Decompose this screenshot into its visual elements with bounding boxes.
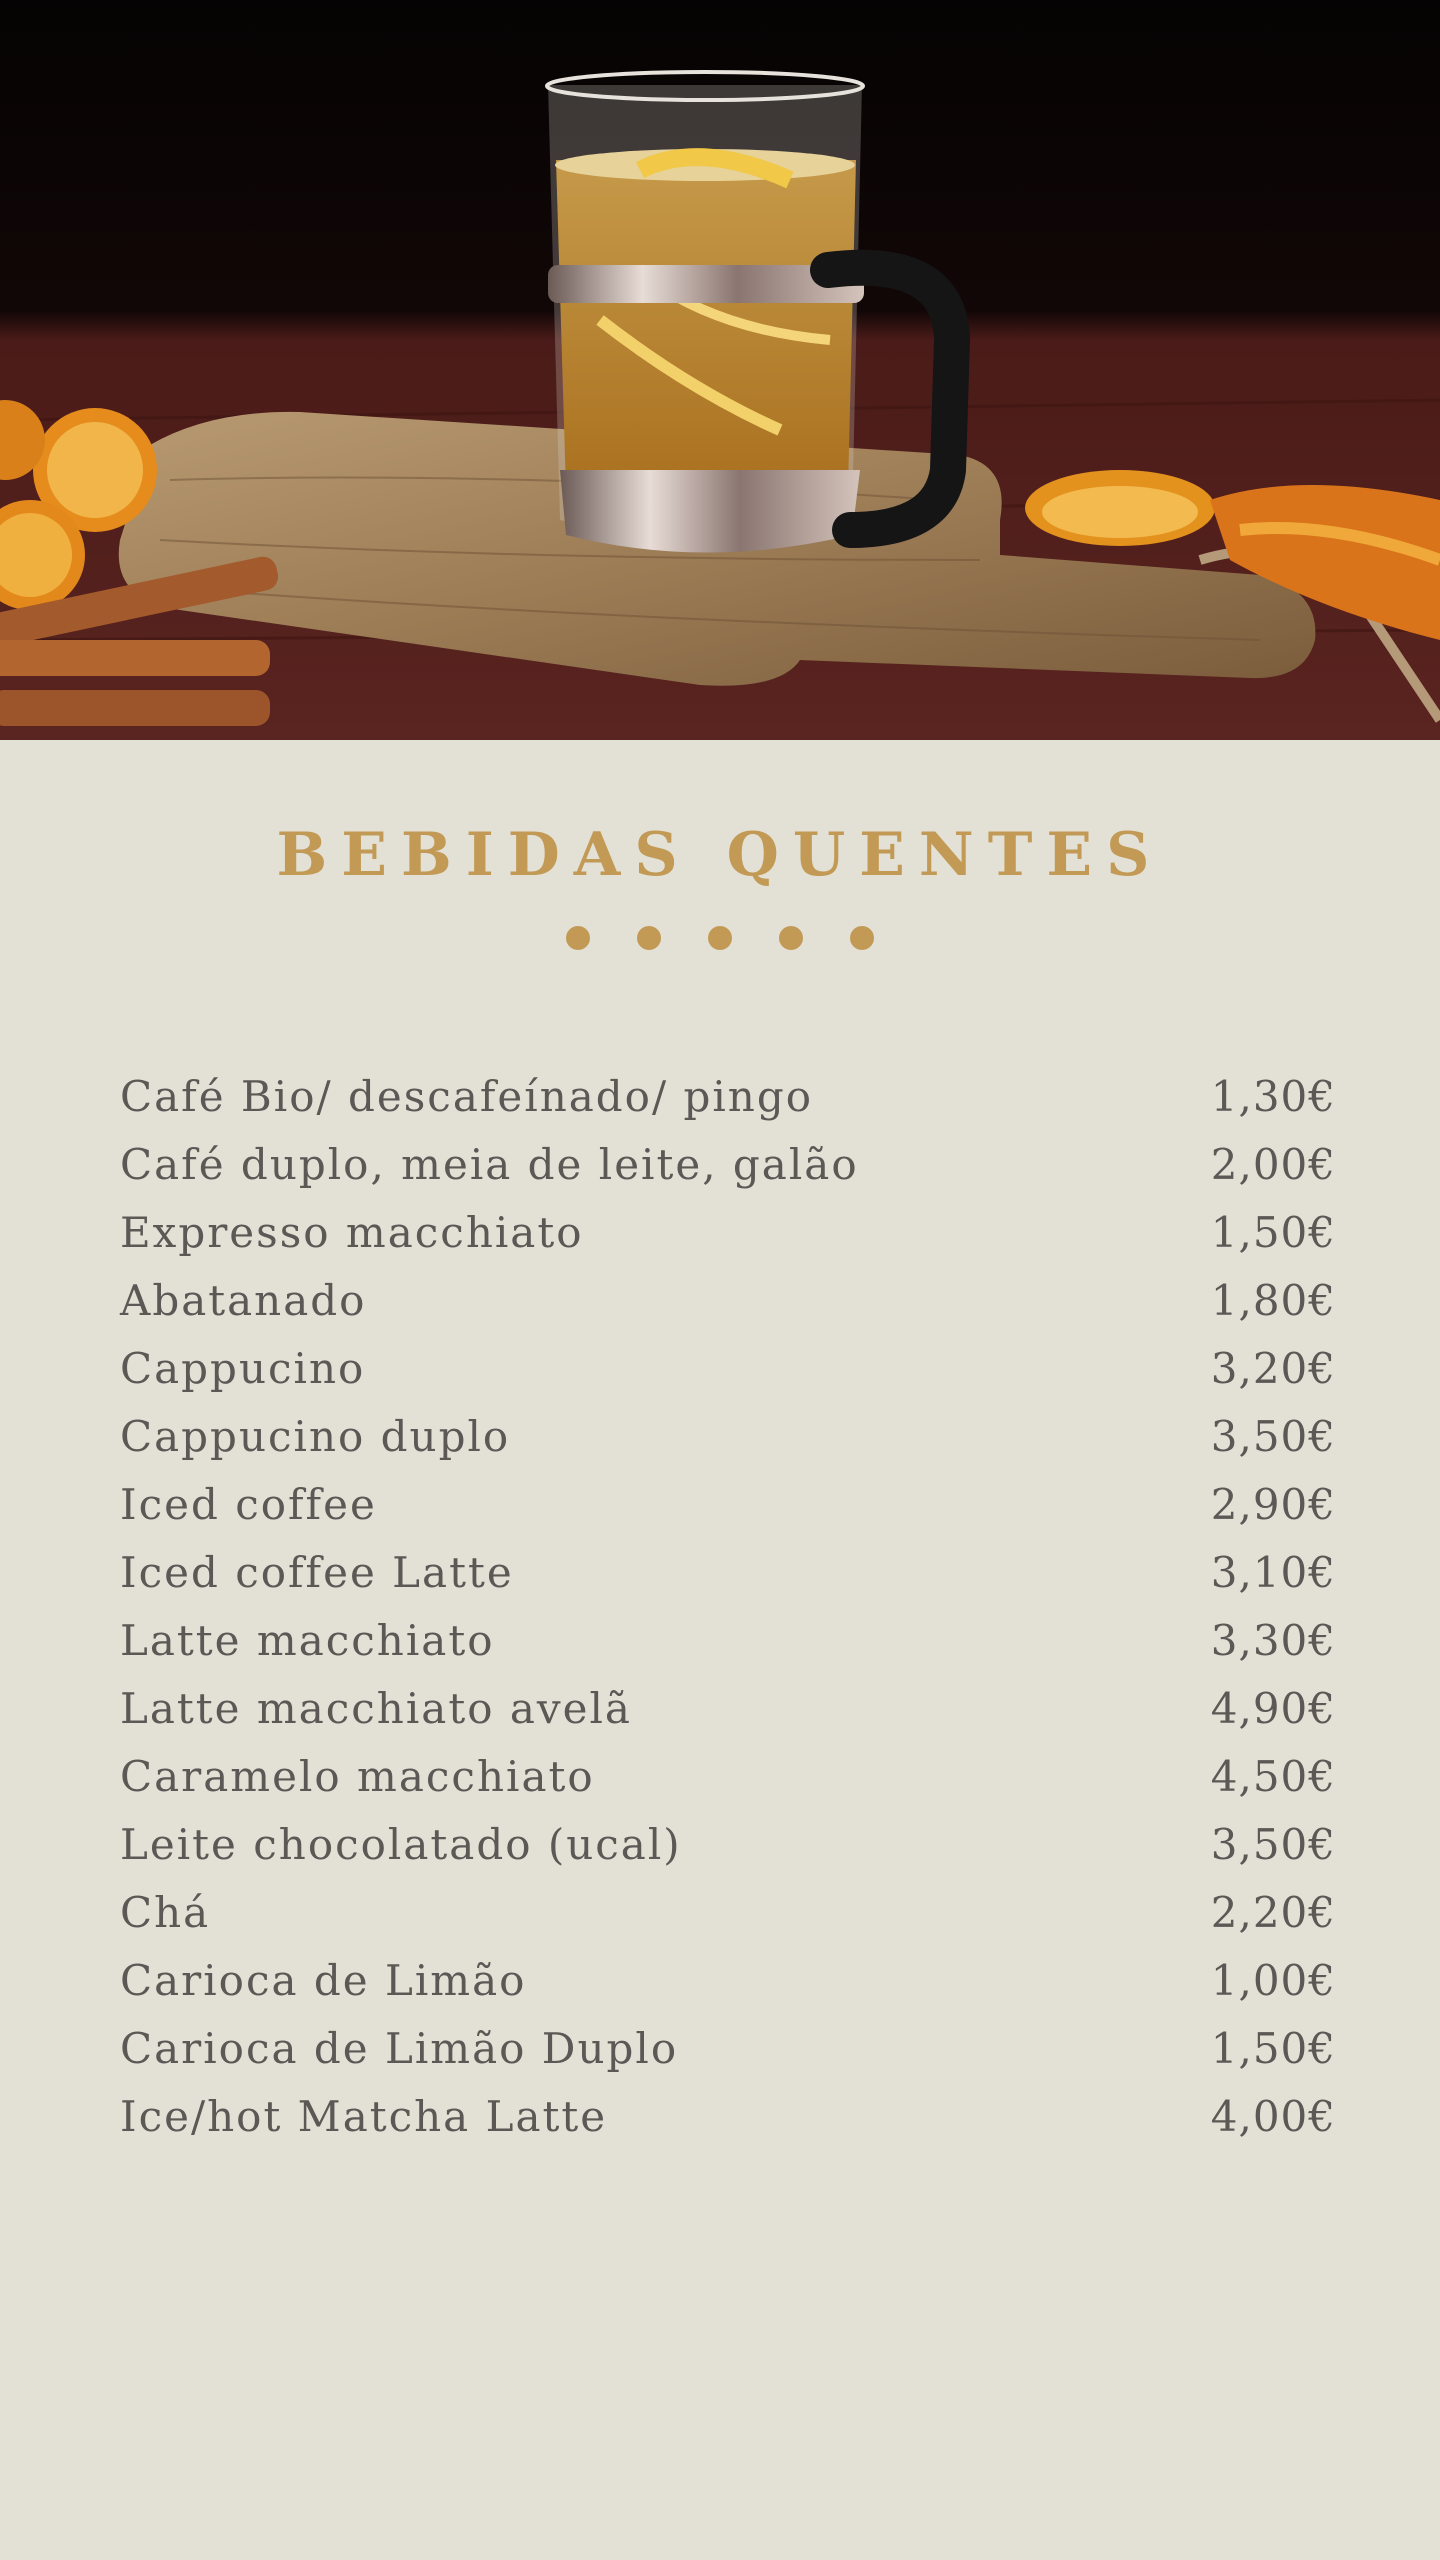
menu-item-price: 4,50€ xyxy=(1210,1752,1336,1801)
hot-drink-illustration xyxy=(0,0,1440,740)
menu-item-name: Iced coffee xyxy=(120,1480,377,1529)
menu-item xyxy=(120,1344,1336,1412)
menu-item xyxy=(120,1548,1336,1616)
divider-dot xyxy=(708,926,732,950)
menu-item-name: Ice/hot Matcha Latte xyxy=(120,2092,608,2141)
menu-item-name: Cappucino xyxy=(120,1344,366,1393)
menu-item-name: Café duplo, meia de leite, galão xyxy=(120,1140,859,1189)
menu-item-price: 1,50€ xyxy=(1210,2024,1336,2073)
menu-item xyxy=(120,1208,1336,1276)
menu-item xyxy=(120,2092,1336,2160)
menu-item-price: 1,00€ xyxy=(1210,1956,1336,2005)
menu-item-price: 3,10€ xyxy=(1210,1548,1336,1597)
divider-dot xyxy=(779,926,803,950)
divider-dot xyxy=(637,926,661,950)
menu-item-name: Cappucino duplo xyxy=(120,1412,511,1461)
menu-item-price: 2,90€ xyxy=(1210,1480,1336,1529)
menu-item xyxy=(120,1684,1336,1752)
menu-item-price: 1,30€ xyxy=(1210,1072,1336,1121)
menu-item xyxy=(120,1956,1336,2024)
menu-item-name: Caramelo macchiato xyxy=(120,1752,595,1801)
menu-item-name: Carioca de Limão xyxy=(120,1956,527,2005)
menu-item xyxy=(120,1752,1336,1820)
menu-item-name: Latte macchiato xyxy=(120,1616,495,1665)
menu-item xyxy=(120,1480,1336,1548)
menu-item-price: 3,50€ xyxy=(1210,1820,1336,1869)
section-title: BEBIDAS QUENTES xyxy=(276,820,1164,890)
drinks-menu-list xyxy=(120,1072,1336,2160)
menu-item xyxy=(120,1888,1336,1956)
menu-item xyxy=(120,1072,1336,1140)
menu-item-name: Chá xyxy=(120,1888,211,1937)
menu-item xyxy=(120,1276,1336,1344)
menu-item-price: 2,00€ xyxy=(1210,1140,1336,1189)
hero-image xyxy=(0,0,1440,740)
menu-item-name: Abatanado xyxy=(120,1276,367,1325)
divider-dots xyxy=(0,926,1440,950)
menu-item-price: 4,90€ xyxy=(1210,1684,1336,1733)
menu-item xyxy=(120,1140,1336,1208)
menu-item-price: 1,50€ xyxy=(1210,1208,1336,1257)
menu-item-name: Leite chocolatado (ucal) xyxy=(120,1820,682,1869)
menu-item-name: Carioca de Limão Duplo xyxy=(120,2024,679,2073)
menu-item xyxy=(120,1820,1336,1888)
menu-item-name: Iced coffee Latte xyxy=(120,1548,514,1597)
menu-item-name: Expresso macchiato xyxy=(120,1208,584,1257)
divider-dot xyxy=(850,926,874,950)
menu-item-price: 1,80€ xyxy=(1210,1276,1336,1325)
menu-item xyxy=(120,1616,1336,1684)
divider-dot xyxy=(566,926,590,950)
menu-item-price: 3,50€ xyxy=(1210,1412,1336,1461)
menu-item-name: Latte macchiato avelã xyxy=(120,1684,632,1733)
menu-item xyxy=(120,1412,1336,1480)
menu-item-price: 4,00€ xyxy=(1210,2092,1336,2141)
menu-item xyxy=(120,2024,1336,2092)
menu-item-price: 3,30€ xyxy=(1210,1616,1336,1665)
menu-item-name: Café Bio/ descafeínado/ pingo xyxy=(120,1072,814,1121)
menu-item-price: 3,20€ xyxy=(1210,1344,1336,1393)
menu-item-price: 2,20€ xyxy=(1210,1888,1336,1937)
